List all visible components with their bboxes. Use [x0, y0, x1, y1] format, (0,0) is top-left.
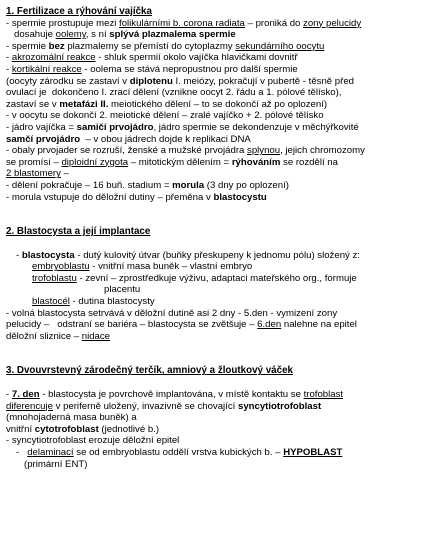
text-run: - dutý kulovitý útvar (buňky přeskupeny k jednomu pólu) složený z: [74, 249, 360, 261]
text-run: (jednotlivé b.) [98, 423, 160, 435]
text-line [6, 134, 440, 146]
text-run: , jejich chromozomy [280, 145, 365, 157]
text-line [6, 52, 440, 64]
text-run: - shluk spermií okolo vajíčka hlavičkami dovnitř [95, 52, 298, 64]
text-run: - vnitřní masa buněk – vlastní embryo [89, 261, 253, 273]
text-line [6, 157, 440, 169]
text-run: vnitřní [6, 423, 35, 435]
bold-underlined-term: HYPOBLAST [283, 447, 343, 458]
text-run: ovulací je dokončeno I. zrací dělení (vznikne oocyt 2. řádu a 1. pólové tělísko), [6, 87, 342, 99]
text-line [6, 389, 440, 401]
text-line [6, 192, 440, 204]
text-run: - dutina blastocysty [69, 296, 155, 308]
text-run: - morula vstupuje do děložní dutiny – přeměna v [6, 191, 214, 203]
text-run: - spermie [6, 40, 49, 52]
text-run: pelucidy – odstraní se bariéra – blastocysta se zvětšuje – [6, 319, 258, 331]
text-run: - [6, 389, 12, 401]
underlined-term: trofoblast [303, 389, 344, 401]
text-run: placentu [104, 284, 141, 296]
text-run: - blastocysta je povrchově implantována, v místě kontaktu se [39, 389, 304, 401]
text-line [6, 76, 440, 88]
spacer [6, 203, 440, 226]
text-run: (primární ENT) [24, 458, 88, 470]
section-fertilization [6, 6, 440, 203]
text-run: – proniká do [244, 17, 304, 29]
bold-term: diplotenu [129, 75, 173, 87]
underlined-term: blastocél [32, 296, 70, 308]
text-line [6, 122, 440, 134]
underlined-term: nidace [81, 330, 111, 342]
section-germ-disc [6, 365, 440, 470]
text-run: zastaví se v [6, 98, 60, 110]
underlined-term: folikulárními b. corona radiata [119, 17, 245, 29]
bold-underlined-term: 7. den [11, 389, 40, 401]
text-line [6, 331, 440, 343]
text-run: nalehne na epitel [281, 319, 357, 331]
text-run: děložní sliznice – [6, 330, 82, 342]
text-line [6, 99, 440, 111]
text-run: - v oocytu se dokončí 2. meiotické dělení – zralé vajíčko + 2. pólové tělísko [6, 110, 324, 122]
bold-term: blastocysta [21, 249, 75, 261]
text-run: - spermie prostupuje mezi [6, 17, 120, 29]
section-title-fertilization: 1. Fertilizace a rýhování vajíčka [6, 6, 152, 17]
spacer [6, 377, 440, 389]
bold-term: samičí prvojádro [76, 121, 154, 133]
section-body-fertilization [6, 18, 440, 204]
underlined-term: sekundárního oocytu [235, 40, 325, 52]
text-line [6, 424, 440, 436]
text-run: (3 dny po oplození) [204, 179, 289, 191]
text-line [6, 296, 440, 308]
text-run: (mnohojaderná masa buněk) a [6, 412, 137, 424]
underlined-term: 6.den [257, 319, 282, 331]
text-run: se od embryoblastu oddělí vrstva kubických b. – [73, 447, 284, 458]
text-line [6, 284, 440, 296]
text-run: – mitotickým dělením = [128, 156, 232, 168]
text-line [6, 319, 440, 331]
text-run: - syncytiotrofoblast erozuje děložní epitel [6, 435, 180, 447]
text-run: - jádro vajíčka = [6, 121, 77, 133]
section-title-germ-disc: 3. Dvouvrstevný zárodečný terčík, amniový a žloutkový váček [6, 365, 293, 377]
text-run: - [16, 249, 22, 261]
text-run: , s ní [85, 29, 110, 41]
underlined-term: diferencuje [6, 400, 53, 412]
text-line [6, 250, 440, 262]
text-run: - oolema se stává nepropustnou pro další spermie [81, 63, 298, 75]
bold-term: syncytiotrofoblast [237, 400, 322, 412]
text-line [6, 18, 440, 30]
text-line [6, 459, 440, 471]
text-line [6, 435, 440, 447]
underlined-term: oolemy [55, 29, 86, 41]
text-run: - [16, 447, 28, 458]
text-line [6, 447, 440, 459]
text-line [6, 87, 440, 99]
bold-term: metafázi II. [59, 98, 109, 110]
text-run: – [60, 168, 69, 180]
text-line [6, 168, 440, 180]
underlined-term: delaminací [27, 447, 74, 458]
bold-term: splývá plazmalema spermie [109, 29, 236, 41]
section-title-blastocyst: 2. Blastocysta a její implantace [6, 226, 151, 238]
text-run: – v obou jádrech dojde k replikaci DNA [80, 133, 251, 145]
text-run: se promísí – [6, 156, 62, 168]
text-run: , jádro spermie se dekondenzuje v měchýřkovité [153, 121, 359, 133]
underlined-term: diploidní zygota [61, 156, 129, 168]
bold-term: samčí prvojádro [6, 133, 81, 145]
text-line [6, 412, 440, 424]
text-line [6, 401, 440, 413]
bold-term: cytotrofoblast [34, 423, 99, 435]
text-run: se rozdělí na [280, 156, 338, 168]
text-run: (oocyty zárodku se zastaví v [6, 75, 130, 87]
bold-term: blastocystu [213, 191, 267, 203]
text-run: dosahuje [6, 29, 56, 41]
text-line [6, 41, 440, 53]
text-line [6, 308, 440, 320]
spacer [6, 238, 440, 250]
underlined-term: trofoblastu [32, 272, 77, 284]
underlined-term: akrozomální reakce [11, 52, 96, 64]
spacer [6, 342, 440, 365]
text-run: plazmalemy se přemístí do cytoplazmy [64, 40, 236, 52]
underlined-term: kortikální reakce [11, 63, 82, 75]
text-run: - dělení pokračuje – 16 buň. stadium = [6, 179, 173, 191]
text-run: - obaly prvojader se rozruší, ženské a mužské prvojádra [6, 145, 248, 157]
text-run: - [6, 63, 12, 75]
bold-term: rýhováním [231, 156, 281, 168]
underlined-term: 2 blastomery [6, 168, 61, 180]
bold-term: morula [172, 179, 205, 191]
text-run: I. meiózy, pokračují v pubertě - těsně před [172, 75, 354, 87]
text-line [6, 261, 440, 273]
bold-term: bez [48, 40, 65, 52]
text-run: - volná blastocysta setrvává v děložní dutině asi 2 dny - 5.den - vymizení zony [6, 307, 338, 319]
text-line [6, 145, 440, 157]
text-run: v periferně uložený, invazivně se chovající [52, 400, 238, 412]
text-line [6, 180, 440, 192]
text-run: meiotického dělení – to se dokončí až po oplození) [108, 98, 328, 110]
text-line [6, 29, 440, 41]
underlined-term: zony pelucidy [303, 17, 362, 29]
section-body-blastocyst [6, 250, 440, 343]
text-line [6, 64, 440, 76]
text-run: - [6, 52, 12, 64]
text-run: - zevní – zprostředkuje výživu, adaptaci mateřského org., formuje [76, 272, 357, 284]
underlined-term: embryoblastu [32, 261, 90, 273]
section-blastocyst [6, 226, 440, 342]
section-body-germ-disc [6, 389, 440, 470]
underlined-term: splynou [247, 145, 281, 157]
text-line [6, 273, 440, 285]
text-line [6, 110, 440, 122]
